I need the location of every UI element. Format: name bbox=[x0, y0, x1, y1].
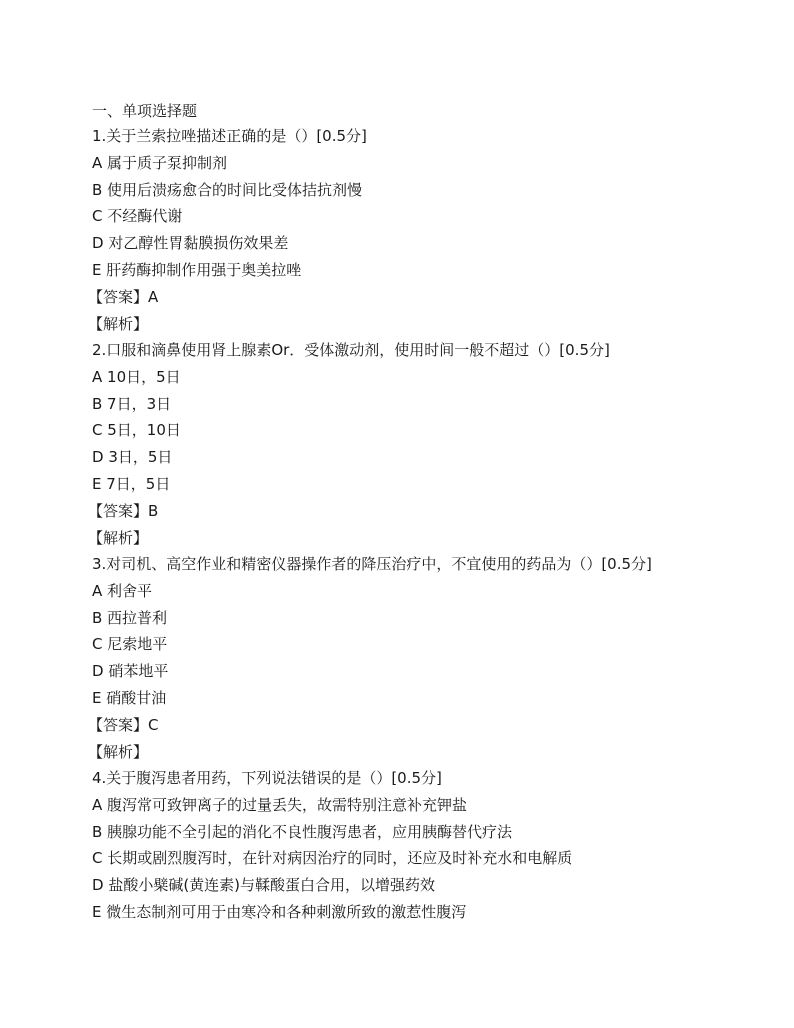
analysis-line: 【解析】 bbox=[88, 528, 149, 547]
option-e: E 硝酸甘油 bbox=[92, 688, 167, 707]
option-d: D 硝苯地平 bbox=[92, 662, 169, 681]
option-d: D 盐酸小檗碱(黄连素)与鞣酸蛋白合用，以增强药效 bbox=[92, 876, 436, 895]
question-stem: 1.关于兰索拉唑描述正确的是（）[0.5分] bbox=[92, 127, 367, 145]
question-2 bbox=[88, 337, 772, 551]
option-a: A 腹泻常可致钾离子的过量丢失，故需特别注意补充钾盐 bbox=[92, 795, 468, 814]
question-stem: 2.口服和滴鼻使用肾上腺素Or．受体激动剂，使用时间一般不超过（）[0.5分] bbox=[92, 341, 610, 359]
answer-line: 【答案】B bbox=[88, 501, 159, 520]
option-c: C 尼索地平 bbox=[92, 635, 168, 654]
question-stem: 4.关于腹泻患者用药，下列说法错误的是（）[0.5分] bbox=[92, 769, 442, 787]
option-c: C 长期或剧烈腹泻时，在针对病因治疗的同时，还应及时补充水和电解质 bbox=[92, 849, 573, 868]
option-b: B 西拉普利 bbox=[92, 608, 168, 627]
section-heading: 一、单项选择题 bbox=[92, 102, 198, 120]
question-3 bbox=[88, 551, 772, 765]
option-a: A 10日，5日 bbox=[92, 367, 181, 386]
option-c: C 5日，10日 bbox=[92, 421, 181, 440]
answer-line: 【答案】A bbox=[88, 287, 159, 306]
option-b: B 胰腺功能不全引起的消化不良性腹泻患者，应用胰酶替代疗法 bbox=[92, 822, 513, 841]
answer-line: 【答案】C bbox=[88, 715, 159, 734]
option-d: D 3日，5日 bbox=[92, 448, 173, 467]
question-4 bbox=[92, 765, 772, 926]
option-a: A 利舍平 bbox=[92, 581, 153, 600]
option-e: E 肝药酶抑制作用强于奥美拉唑 bbox=[92, 260, 302, 279]
question-stem: 3.对司机、高空作业和精密仪器操作者的降压治疗中，不宜使用的药品为（）[0.5分] bbox=[92, 555, 652, 573]
analysis-line: 【解析】 bbox=[88, 742, 149, 761]
question-1 bbox=[88, 123, 772, 337]
option-d: D 对乙醇性胃黏膜损伤效果差 bbox=[92, 234, 289, 253]
option-e: E 7日，5日 bbox=[92, 474, 171, 493]
option-c: C 不经酶代谢 bbox=[92, 207, 183, 226]
option-b: B 7日，3日 bbox=[92, 394, 172, 413]
option-e: E 微生态制剂可用于由寒冷和各种刺激所致的激惹性腹泻 bbox=[92, 902, 467, 921]
analysis-line: 【解析】 bbox=[88, 314, 149, 333]
option-b: B 使用后溃疡愈合的时间比受体拮抗剂慢 bbox=[92, 180, 363, 199]
option-a: A 属于质子泵抑制剂 bbox=[92, 153, 228, 172]
